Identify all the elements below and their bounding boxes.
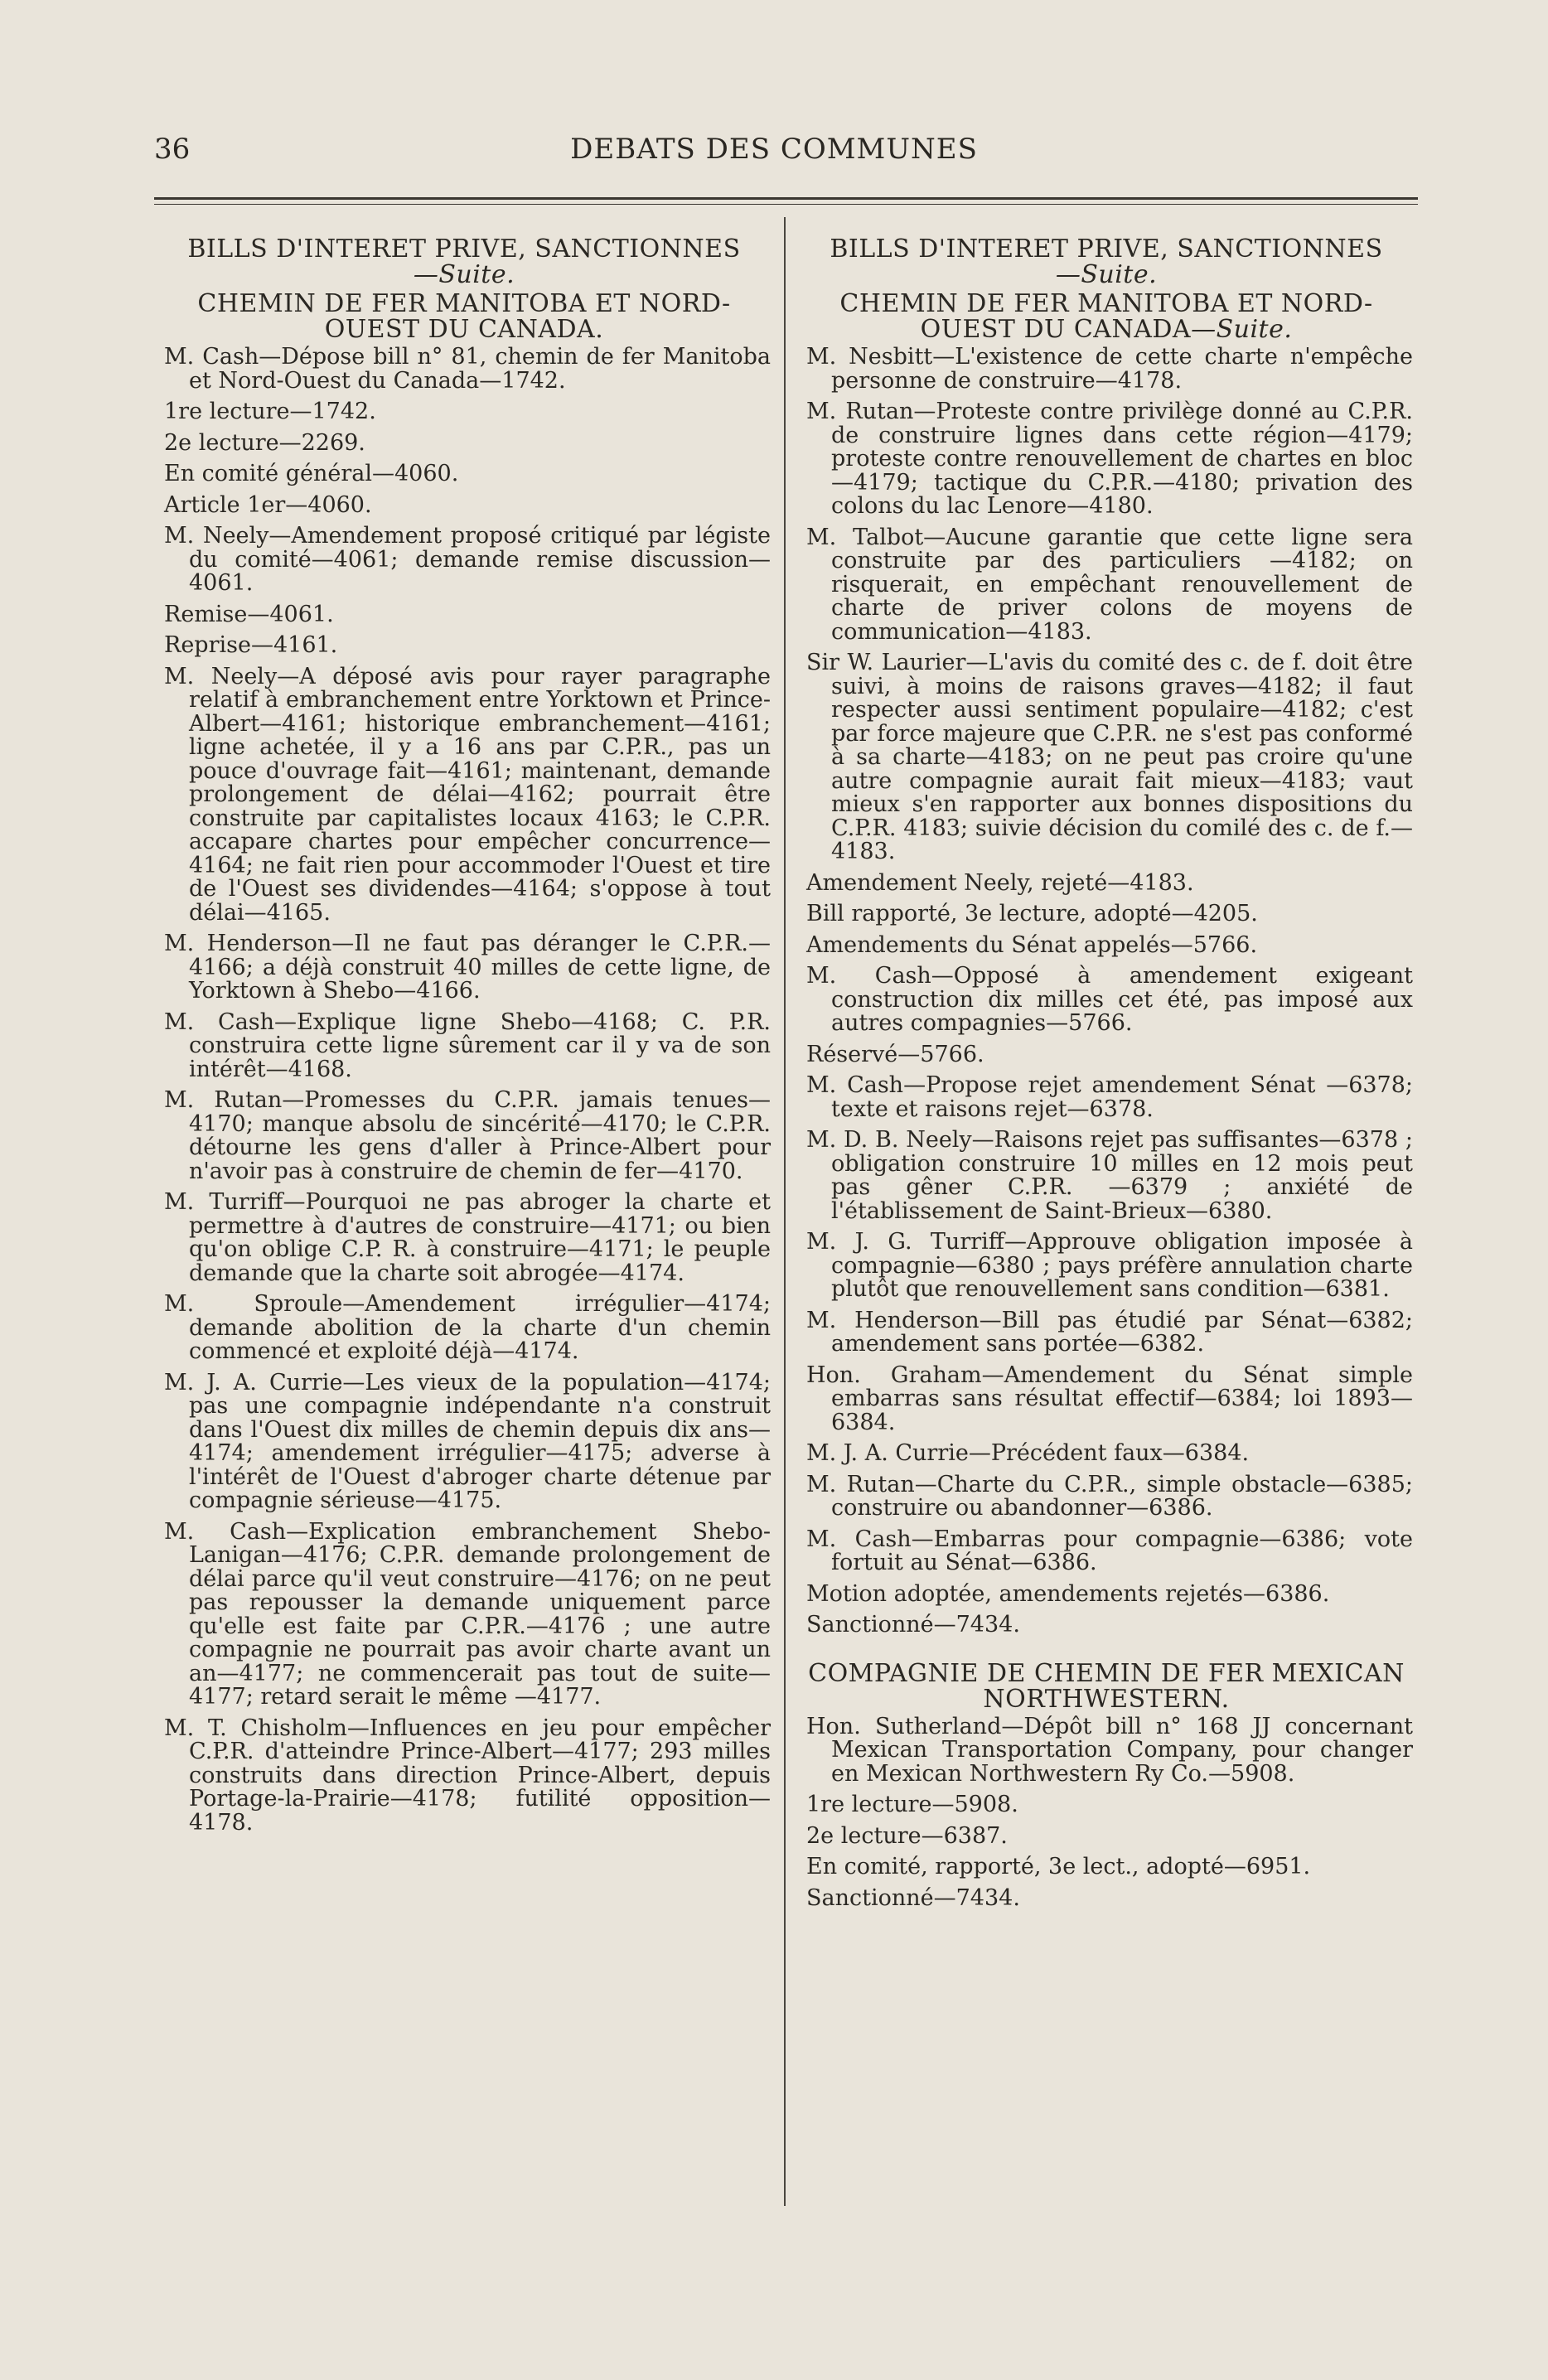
index-entry: M. Neely—Amendement proposé critiqué par légiste du comité—4061; demande remise discussion—4061. xyxy=(164,523,771,596)
subsection-title: CHEMIN DE FER MANITOBA ET NORD-OUEST DU CANADA. xyxy=(197,289,731,344)
index-entry: M. Talbot—Aucune garantie que cette ligne sera construite par des particuliers —4182; on risquerait, en empêchant renouvellement de charte de priver colons de moyens de communication—4183. xyxy=(806,524,1413,645)
section-title xyxy=(157,236,771,288)
left-column xyxy=(157,236,771,1842)
index-entry: Sanctionné—7434. xyxy=(806,1884,1020,1911)
index-entry: M. Henderson—Bill pas étudié par Sénat—6382; amendement sans portée—6382. xyxy=(806,1307,1413,1357)
section-suite: —Suite. xyxy=(1055,260,1158,289)
index-entry: Bill rapporté, 3e lecture, adopté—4205. xyxy=(806,901,1258,926)
index-entry: M. J. A. Currie—Les vieux de la population—4174; pas une compagnie indépendante n'a construit dans l'Ouest dix milles de chemin depuis dix ans—4174; amendement irrégulier—4175; adverse à l'intérêt de l'Ouest d'abroger charte détenue par compagnie sérieuse—4175. xyxy=(164,1369,771,1513)
index-entry: M. Cash—Propose rejet amendement Sénat —6378; texte et raisons rejet—6378. xyxy=(806,1072,1413,1122)
index-entry: Sir W. Laurier—L'avis du comité des c. de f. doit être suivi, à moins de raisons graves—4182; il faut respecter aussi sentiment populaire—4182; c'est par force majeure que C.P.R. ne s'est pas conformé à sa charte—4183; on ne peut pas croire qu'une autre compagnie aurait fait mieux—4183; vaut mieux s'en rapporter aux bonnes dispositions du C.P.R. 4183; suivie décision du comilé des c. de f.—4183. xyxy=(806,650,1413,864)
index-entry: Article 1er—4060. xyxy=(164,491,372,518)
index-entry: M. Neely—A déposé avis pour rayer paragraphe relatif à embranchement entre Yorktown et Prince-Albert—4161; historique embranchement—4161; ligne achetée, il y a 16 ans par C.P.R., pas un pouce d'ouvrage fait—4161; maintenant, demande prolongement de délai—4162; pourrait être construite par capitalistes locaux 4163; le C.P.R. accapare chartes pour empêcher concurrence—4164; ne fait rien pour accommoder l'Ouest et tire de l'Ouest ses dividendes—4164; s'oppose à tout délai—4165. xyxy=(164,663,771,926)
index-entry: M. Cash—Explique ligne Shebo—4168; C. P.R. construira cette ligne sûrement car il y va de son intérêt—4168. xyxy=(164,1009,771,1082)
right-entries-list xyxy=(800,346,1413,1637)
index-entry: Amendement Neely, rejeté—4183. xyxy=(806,869,1194,896)
column-divider xyxy=(784,217,786,2206)
index-entry: M. Rutan—Proteste contre privilège donné au C.P.R. de construire lignes dans cette région—4179; proteste contre renouvellement de chartes en bloc—4179; tactique du C.P.R.—4180; privation des colons du lac Lenore—4180. xyxy=(806,399,1413,519)
index-entry: M. Henderson—Il ne faut pas déranger le C.P.R.—4166; a déjà construit 40 milles de cette ligne, de Yorktown à Shebo—4166. xyxy=(164,931,771,1004)
index-entry: M. J. A. Currie—Précédent faux—6384. xyxy=(806,1440,1250,1466)
index-entry: Remise—4061. xyxy=(164,601,334,627)
section2-title: COMPAGNIE DE CHEMIN DE FER MEXICAN NORTHWESTERN. xyxy=(808,1658,1405,1714)
index-entry: 1re lecture—5908. xyxy=(806,1792,1018,1817)
index-entry: M. J. G. Turriff—Approuve obligation imposée à compagnie—6380 ; pays préfère annulation charte plutôt que renouvellement sans condition—6381. xyxy=(806,1229,1413,1302)
right-column xyxy=(800,236,1413,1918)
page-number: 36 xyxy=(154,133,191,166)
index-entry: 2e lecture—6387. xyxy=(806,1822,1008,1849)
index-entry: Reprise—4161. xyxy=(164,632,338,658)
index-entry: M. Rutan—Charte du C.P.R., simple obstacle—6385; construire ou abandonner—6386. xyxy=(806,1471,1413,1521)
running-title: DEBATS DES COMMUNES xyxy=(570,133,978,166)
subsection-suite: —Suite. xyxy=(1191,315,1293,344)
header-rule-thick xyxy=(154,197,1418,200)
section2-entries-list xyxy=(800,1715,1413,1911)
index-entry: M. Turriff—Pourquoi ne pas abroger la charte et permettre à d'autres de construire—4171; ou bien qu'on oblige C.P. R. à construire—4171; le peuple demande que la charte soit abrogée—4174. xyxy=(164,1189,771,1286)
left-entries-list xyxy=(157,346,771,1835)
index-entry: Hon. Sutherland—Dépôt bill n° 168 JJ concernant Mexican Transportation Company, pour changer en Mexican Northwestern Ry Co.—5908. xyxy=(806,1713,1413,1787)
index-entry: En comité général—4060. xyxy=(164,461,459,486)
index-entry: M. Cash—Dépose bill n° 81, chemin de fer Manitoba et Nord-Ouest du Canada—1742. xyxy=(164,344,771,394)
index-entry: En comité, rapporté, 3e lect., adopté—6951. xyxy=(806,1854,1311,1879)
index-entry: Amendements du Sénat appelés—5766. xyxy=(806,931,1258,958)
index-entry: Hon. Graham—Amendement du Sénat simple embarras sans résultat effectif—6384; loi 1893—6384. xyxy=(806,1362,1413,1435)
header-rule-thin xyxy=(154,204,1418,205)
subsection-title xyxy=(800,291,1413,342)
index-entry: M. D. B. Neely—Raisons rejet pas suffisantes—6378 ; obligation construire 10 milles en 12 mois peut pas gêner C.P.R. —6379 ; anxiété de l'établissement de Saint-Brieux—6380. xyxy=(806,1127,1413,1224)
index-entry: M. Sproule—Amendement irrégulier—4174; demande abolition de la charte d'un chemin commencé et exploité déjà—4174. xyxy=(164,1291,771,1364)
section-title-text: BILLS D'INTERET PRIVE, SANCTIONNES xyxy=(830,235,1383,264)
index-entry: M. T. Chisholm—Influences en jeu pour empêcher C.P.R. d'atteindre Prince-Albert—4177; 293 milles construits dans direction Prince-Albert, depuis Portage-la-Prairie—4178; futilité opposition—4178. xyxy=(164,1715,771,1836)
index-entry: Réservé—5766. xyxy=(806,1041,984,1067)
section-title-text: BILLS D'INTERET PRIVE, SANCTIONNES xyxy=(187,235,741,264)
index-entry: 2e lecture—2269. xyxy=(164,429,365,456)
subsection-title-text: CHEMIN DE FER MANITOBA ET NORD-OUEST DU CANADA xyxy=(839,289,1373,344)
index-entry: M. Nesbitt—L'existence de cette charte n'empêche personne de construire—4178. xyxy=(806,344,1413,394)
index-entry: M. Cash—Opposé à amendement exigeant construction dix milles cet été, pas imposé aux autres compagnies—5766. xyxy=(806,963,1413,1036)
section-title xyxy=(800,236,1413,288)
index-entry: Sanctionné—7434. xyxy=(806,1612,1020,1637)
index-entry: M. Rutan—Promesses du C.P.R. jamais tenues—4170; manque absolu de sincérité—4170; le C.P.R. détourne les gens d'aller à Prince-Albert pour n'avoir pas à construire de chemin de fer—4170. xyxy=(164,1087,771,1184)
index-entry: M. Cash—Embarras pour compagnie—6386; vote fortuit au Sénat—6386. xyxy=(806,1526,1413,1575)
index-entry: Motion adoptée, amendements rejetés—6386. xyxy=(806,1580,1330,1607)
index-entry: 1re lecture—1742. xyxy=(164,399,376,424)
section-suite: —Suite. xyxy=(413,260,515,289)
index-entry: M. Cash—Explication embranchement Shebo-Lanigan—4176; C.P.R. demande prolongement de délai parce qu'il veut construire—4176; on ne peut pas repousser la demande uniquement parce qu'elle est faite par C.P.R.—4176 ; une autre compagnie ne pourrait pas avoir charte avant un an—4177; ne commencerait pas tout de suite—4177; retard serait le même —4177. xyxy=(164,1518,771,1710)
